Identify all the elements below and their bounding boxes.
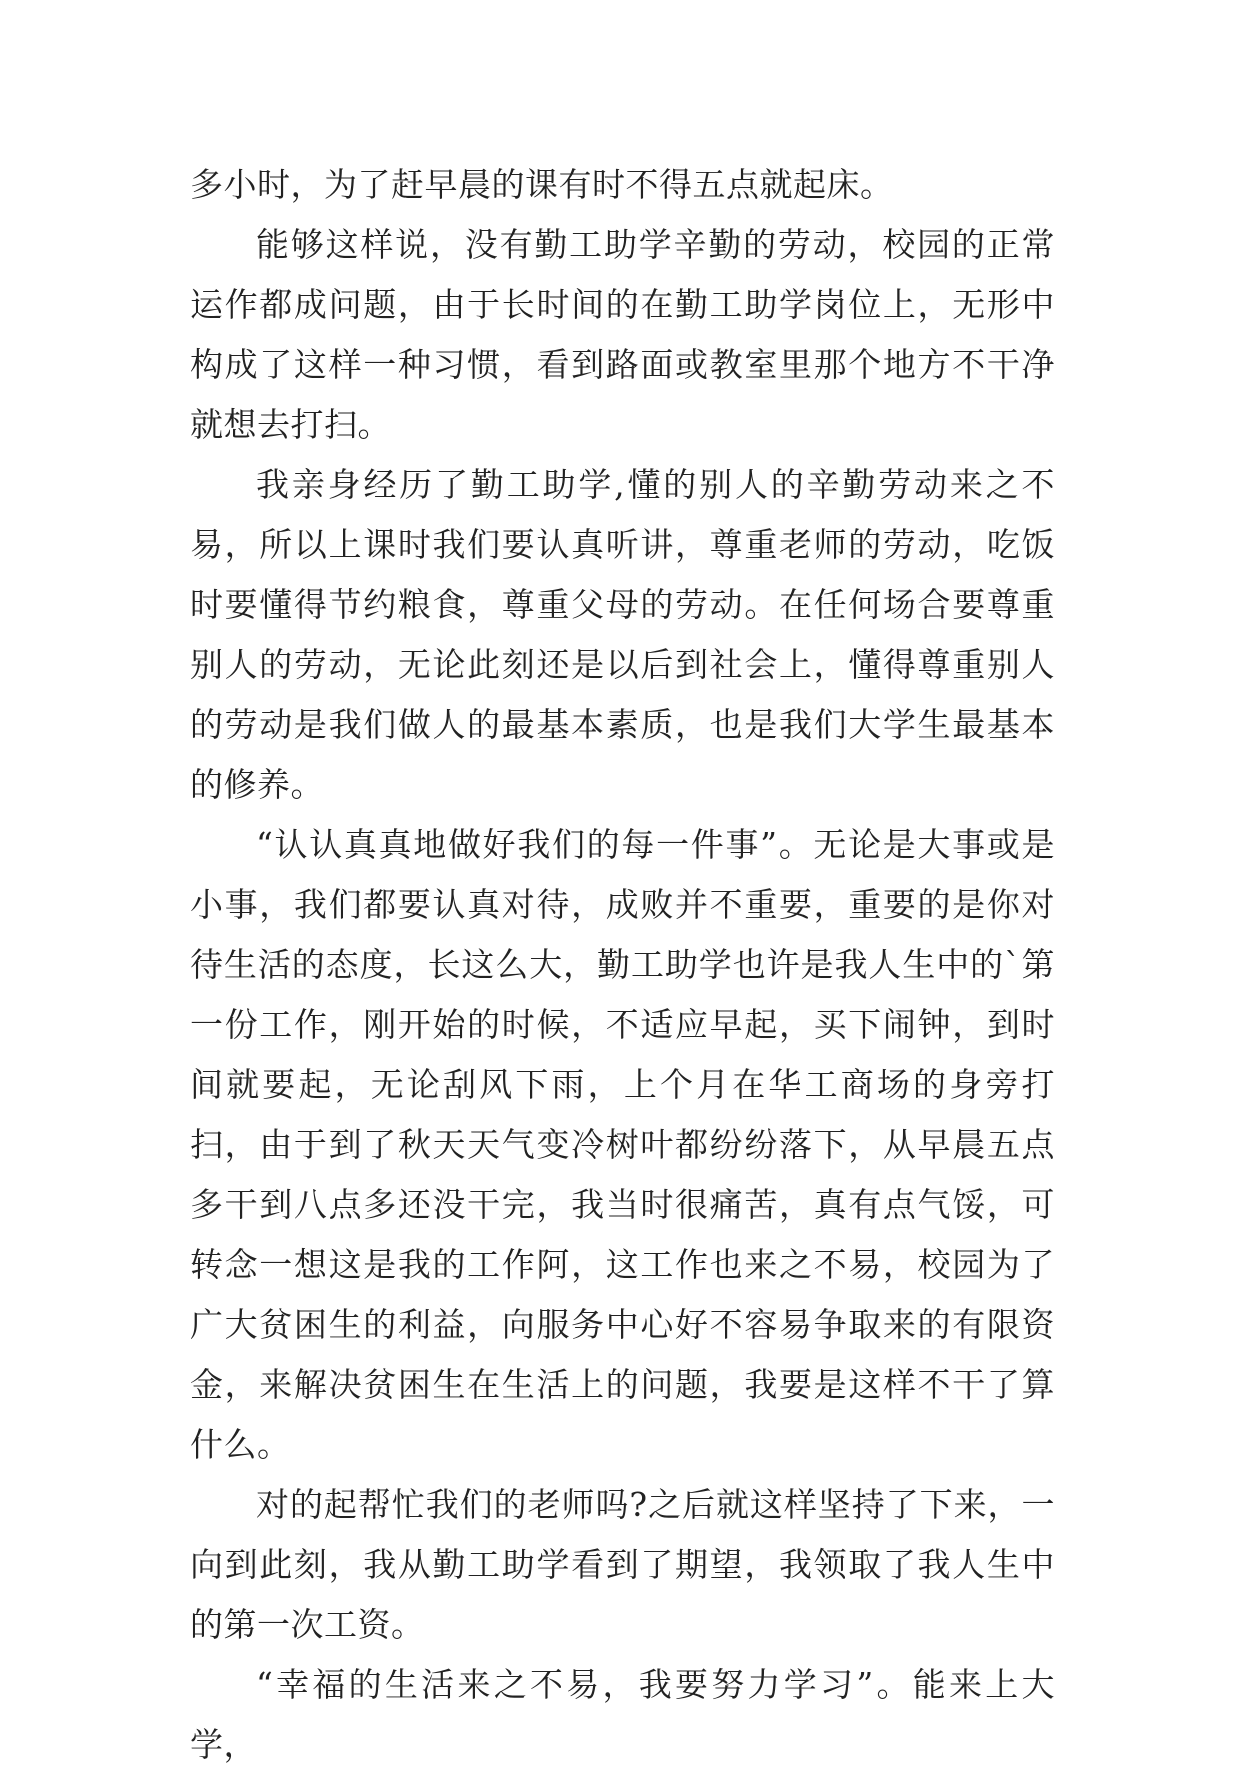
paragraph-respect-labor: 我亲身经历了勤工助学,懂的别人的辛勤劳动来之不易，所以上课时我们要认真听讲，尊重老师的劳动，吃饭时要懂得节约粮食，尊重父母的劳动。在任何场合要尊重别人的劳动，无论此刻还是以后到社会上，懂得尊重别人的劳动是我们做人的最基本素质，也是我们大学生最基本的修养。 [190, 465, 1055, 804]
paragraph-happy-life: “幸福的生活来之不易，我要努力学习”。能来上大学， [190, 1665, 1055, 1764]
paragraph-do-every-task: “认认真真地做好我们的每一件事”。无论是大事或是小事，我们都要认真对待，成败并不重要，重要的是你对待生活的态度，长这么大，勤工助学也许是我人生中的`第一份工作，刚开始的时候，不适应早起，买下闹钟，到时间就要起，无论刮风下雨，上个月在华工商场的身旁打扫，由于到了秋天天气变冷树叶都纷纷落下，从早晨五点多干到八点多还没干完，我当时很痛苦，真有点气馁，可转念一想这是我的工作阿，这工作也来之不易，校园为了广大贫困生的利益，向服务中心好不容易争取来的有限资金，来解决贫困生在生活上的问题，我要是这样不干了算什么。 [190, 825, 1055, 1464]
paragraph-persistence: 对的起帮忙我们的老师吗?之后就这样坚持了下来，一向到此刻，我从勤工助学看到了期望，我领取了我人生中的第一次工资。 [190, 1485, 1055, 1644]
document-body [190, 155, 1055, 1775]
paragraph-continuation: 多小时，为了赶早晨的课有时不得五点就起床。 [190, 165, 894, 204]
paragraph-work-study-routine: 能够这样说，没有勤工助学辛勤的劳动，校园的正常运作都成问题，由于长时间的在勤工助学岗位上，无形中构成了这样一种习惯，看到路面或教室里那个地方不干净就想去打扫。 [190, 225, 1055, 444]
